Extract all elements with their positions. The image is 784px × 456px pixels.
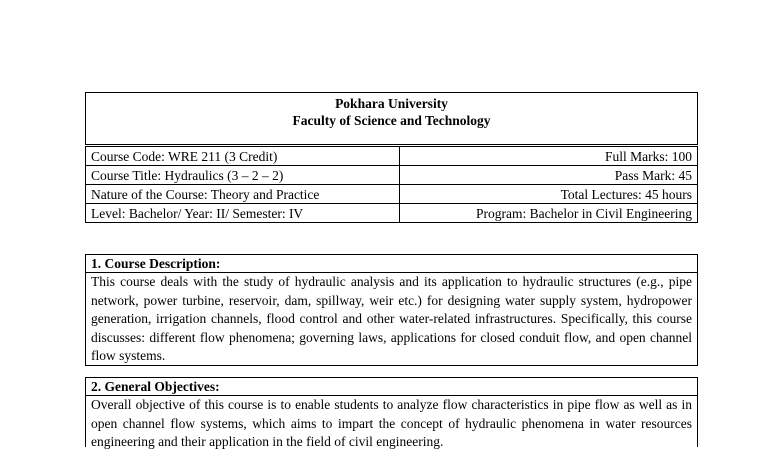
course-description-text: This course deals with the study of hydraulic analysis and its application to hydraulic structures (e.g., pipe network, power turbine, reservoir, dam, spillway, weir etc.) for designing water supply system, hydropower generation, irrigation channels, flood control and other water-related infrastructures. Specifically, this course discusses: different flow phenomena; governing laws, applications for closed conduit flow, and open channel flow systems. [91,274,692,364]
university-header [85,92,698,145]
table-row [86,185,698,204]
course-code: Course Code: WRE 211 (3 Credit) [86,147,400,166]
general-objectives-section [85,377,698,450]
total-lectures: Total Lectures: 45 hours [400,185,698,204]
full-marks: Full Marks: 100 [400,147,698,166]
pass-mark: Pass Mark: 45 [400,166,698,185]
general-objectives-text: Overall objective of this course is to enable students to analyze flow characteristics in pipe flow as well as in open channel flow systems, which aims to impart the concept of hydraulic phenomena in water resources engineering and their application in the field of civil engineering. [91,397,692,450]
table-row [86,166,698,185]
faculty-name: Faculty of Science and Technology [292,113,491,128]
course-info-table [85,146,698,223]
course-nature: Nature of the Course: Theory and Practice [86,185,400,204]
university-name: Pokhara University [335,96,448,111]
general-objectives-heading: 2. General Objectives: [86,378,697,396]
course-title: Course Title: Hydraulics (3 – 2 – 2) [86,166,400,185]
table-row [86,204,698,223]
course-level: Level: Bachelor/ Year: II/ Semester: IV [86,204,400,223]
table-row [86,147,698,166]
course-description-section [85,254,698,366]
program: Program: Bachelor in Civil Engineering [400,204,698,223]
course-description-heading: 1. Course Description: [86,255,697,273]
